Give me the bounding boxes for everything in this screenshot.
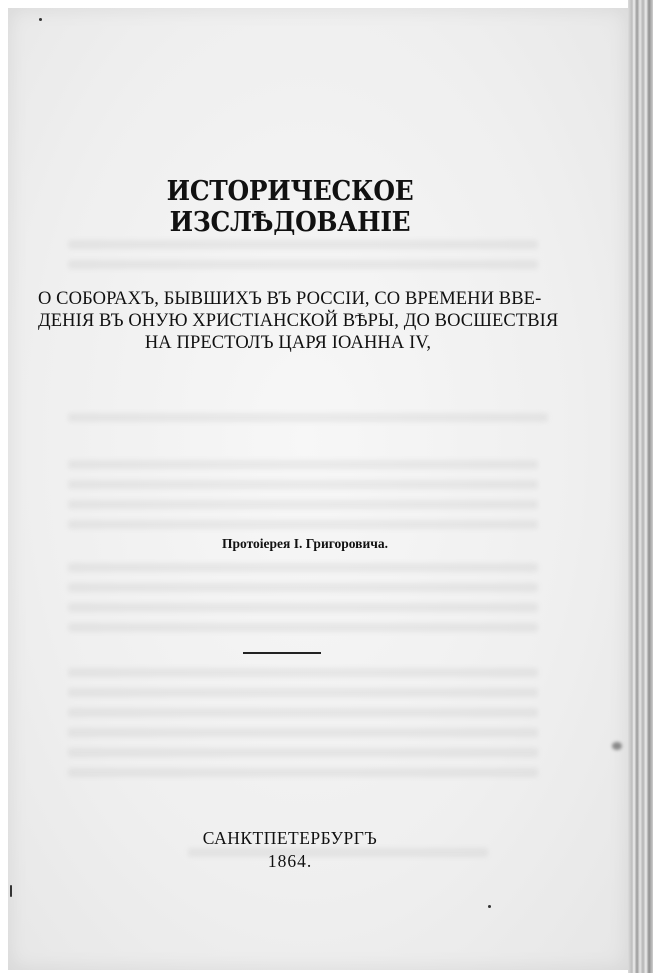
bleed-through-line — [68, 583, 538, 592]
bleed-through-line — [68, 563, 538, 572]
bleed-through-line — [68, 413, 548, 422]
bleed-through-line — [68, 768, 538, 777]
book-spine-edge — [628, 0, 653, 973]
divider-rule — [243, 652, 321, 654]
book-subtitle — [38, 288, 559, 354]
bleed-through-line — [68, 460, 538, 469]
bleed-through-line — [68, 728, 538, 737]
subtitle-line: ДЕНІЯ ВЪ ОНУЮ ХРИСТІАНСКОЙ ВѢРЫ, ДО ВОСШЕСТВІЯ — [38, 311, 559, 331]
subtitle-line: НА ПРЕСТОЛЪ ЦАРЯ ІОАННА IV, — [144, 333, 432, 353]
bleed-through-line — [68, 623, 538, 632]
bleed-through-line — [68, 748, 538, 757]
bleed-through-line — [68, 603, 538, 612]
bleed-through-line — [68, 708, 538, 717]
bleed-through-line — [68, 688, 538, 697]
bleed-through-line — [68, 500, 538, 509]
author-line: Протоіерея І. Григоровича. — [221, 536, 388, 551]
bleed-through-line — [68, 240, 538, 249]
bleed-through-line — [68, 520, 538, 529]
bleed-through-line — [68, 260, 538, 269]
ink-speck — [10, 885, 12, 897]
paper-sheet — [8, 8, 628, 970]
subtitle-line: О СОБОРАХЪ, БЫВШИХЪ ВЪ РОССІИ, СО ВРЕМЕНИ ВВЕ- — [38, 289, 542, 309]
bleed-through-line — [68, 480, 538, 489]
ink-speck — [612, 742, 622, 750]
publication-place: САНКТПЕТЕРБУРГЪ — [202, 828, 378, 848]
bleed-through-line — [68, 668, 538, 677]
ink-speck — [39, 18, 42, 21]
book-title: ИСТОРИЧЕСКОЕ ИЗСЛѢДОВАНІЕ — [166, 176, 414, 238]
ink-speck — [488, 905, 491, 908]
publication-year: 1864. — [267, 851, 313, 871]
